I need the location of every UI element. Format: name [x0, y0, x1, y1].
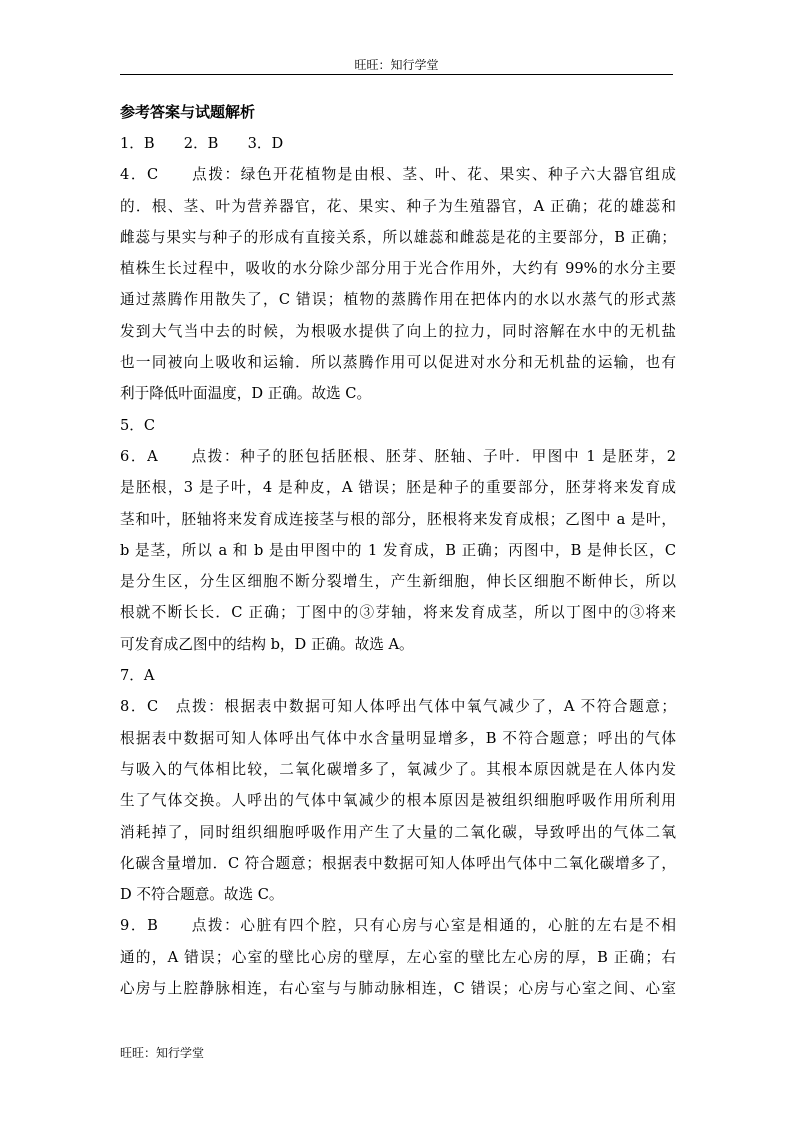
text-line: 利于降低叶面温度，D 正确。故选 C。	[120, 385, 372, 403]
text-line: 4．C 点拨：绿色开花植物是由根、茎、叶、花、果实、种子六大器官组成	[120, 166, 676, 184]
text-line: 7．A	[120, 667, 155, 685]
section-title: 参考答案与试题解析	[120, 103, 256, 121]
page-header	[120, 58, 673, 75]
text-line: 通的，A 错误；心室的壁比心房的壁厚，左心室的壁比左心房的厚，B 正确；右	[120, 948, 676, 966]
text-line: 化碳含量增加．C 符合题意；根据表中数据可知人体呼出气体中二氧化碳增多了，	[120, 854, 676, 872]
text-line: 9．B 点拨：心脏有四个腔，只有心房与心室是相通的，心脏的左右是不相	[120, 917, 676, 935]
text-line: 5．C	[120, 416, 156, 434]
text-line: 与吸入的气体相比较，二氧化碳增多了，氧减少了。其根本原因就是在人体内发	[120, 760, 676, 778]
text-line: 通过蒸腾作用散失了，C 错误；植物的蒸腾作用在把体内的水以水蒸气的形式蒸	[120, 291, 676, 309]
text-line: 1．B 2．B 3．D	[120, 135, 284, 152]
text-line: 发到大气当中去的时候，为根吸水提供了向上的拉力，同时溶解在水中的无机盐	[120, 322, 676, 340]
footer-text: 旺旺：知行学堂	[120, 1046, 205, 1060]
text-line: 6．A 点拨：种子的胚包括胚根、胚芽、胚轴、子叶．甲图中 1 是胚芽，2	[120, 447, 676, 465]
text-line: 的．根、茎、叶为营养器官，花、果实、种子为生殖器官，A 正确；花的雄蕊和	[120, 197, 676, 215]
text-line: 可发育成乙图中的结构 b，D 正确。故选 A。	[120, 635, 414, 653]
header-text: 旺旺：知行学堂	[354, 58, 439, 72]
answer-content	[120, 98, 676, 1004]
text-line: 根就不断长长．C 正确；丁图中的③芽轴，将来发育成茎，所以丁图中的③将来	[120, 604, 676, 622]
text-line: 也一同被向上吸收和运输．所以蒸腾作用可以促进对水分和无机盐的运输，也有	[120, 354, 676, 372]
page-footer	[120, 1044, 204, 1061]
text-line: 植株生长过程中，吸收的水分除少部分用于光合作用外，大约有 99%的水分主要	[120, 260, 676, 278]
text-line: 生了气体交换。人呼出的气体中氧减少的根本原因是被组织细胞呼吸作用所利用	[120, 792, 676, 810]
text-line: 雌蕊与果实与种子的形成有直接关系，所以雄蕊和雌蕊是花的主要部分，B 正确；	[120, 228, 676, 246]
text-line: 是分生区，分生区细胞不断分裂增生，产生新细胞，伸长区细胞不断伸长，所以	[120, 573, 676, 591]
text-line: 8．C 点拨：根据表中数据可知人体呼出气体中氧气减少了，A 不符合题意；	[120, 698, 676, 716]
text-line: 心房与上腔静脉相连，右心室与与肺动脉相连，C 错误；心房与心室之间、心室	[120, 980, 676, 998]
text-line: 是胚根，3 是子叶，4 是种皮，A 错误；胚是种子的重要部分，胚芽将来发育成	[120, 479, 676, 497]
text-line: D 不符合题意。故选 C。	[120, 886, 284, 904]
text-line: 茎和叶，胚轴将来发育成连接茎与根的部分，胚根将来发育成根；乙图中 a 是叶，	[120, 510, 676, 528]
text-line: 消耗掉了，同时组织细胞呼吸作用产生了大量的二氧化碳，导致呼出的气体二氧	[120, 823, 676, 841]
text-line: 根据表中数据可知人体呼出气体中水含量明显增多，B 不符合题意；呼出的气体	[120, 729, 676, 747]
text-line: b 是茎，所以 a 和 b 是由甲图中的 1 发育成，B 正确；丙图中，B 是伸长区，C	[120, 541, 676, 559]
